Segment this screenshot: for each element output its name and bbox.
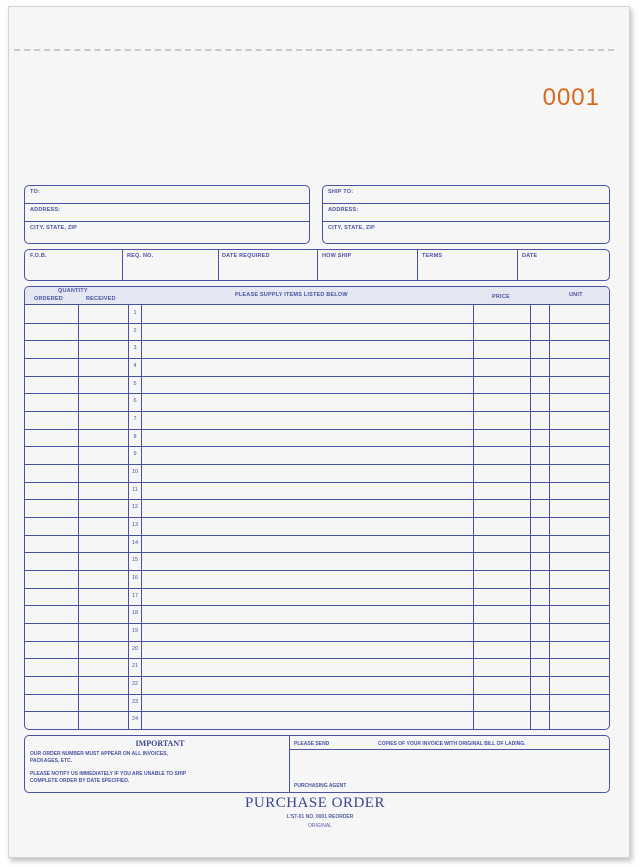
row-number: 10 — [131, 468, 139, 475]
form-title: PURCHASE ORDER — [245, 795, 385, 811]
table-row-line — [25, 658, 609, 659]
row-number: 18 — [131, 610, 139, 617]
important-line-1: OUR ORDER NUMBER MUST APPEAR ON ALL INVOICES, — [30, 751, 168, 757]
row-number: 17 — [131, 592, 139, 599]
row-number: 8 — [133, 433, 137, 440]
table-row-line — [25, 623, 609, 624]
ordered-label: ORDERED — [34, 296, 63, 302]
important-line-2: PACKAGES, ETC. — [30, 758, 73, 764]
row-number: 1 — [133, 309, 137, 316]
table-row-line — [25, 482, 609, 483]
table-row-line — [25, 499, 609, 500]
req-no-label: REQ. NO. — [127, 253, 154, 259]
row-number: 5 — [133, 380, 137, 387]
table-row-line — [25, 464, 609, 465]
row-number: 6 — [133, 398, 137, 405]
row-number: 12 — [131, 504, 139, 511]
important-title: IMPORTANT — [135, 739, 185, 748]
items-table — [24, 286, 610, 730]
table-row-line — [25, 641, 609, 642]
row-number: 9 — [133, 451, 137, 458]
fob-label: F.O.B. — [30, 253, 47, 259]
how-ship-label: HOW SHIP — [322, 253, 352, 259]
row-number: 22 — [131, 680, 139, 687]
quantity-label: QUANTITY — [58, 288, 88, 294]
to-label: TO: — [30, 189, 40, 195]
row-number: 7 — [133, 415, 137, 422]
date-label: DATE — [522, 253, 538, 259]
form-copy-label: ORIGINAL — [308, 823, 332, 829]
table-row-line — [25, 393, 609, 394]
row-number: 2 — [133, 327, 137, 334]
row-number: 24 — [131, 716, 139, 723]
row-number: 20 — [131, 645, 139, 652]
price-header: PRICE — [492, 294, 510, 300]
table-row-line — [25, 376, 609, 377]
terms-label: TERMS — [422, 253, 443, 259]
row-number: 21 — [131, 663, 139, 670]
important-line-4: COMPLETE ORDER BY DATE SPECIFIED. — [30, 778, 130, 784]
row-number: 16 — [131, 574, 139, 581]
row-number: 15 — [131, 557, 139, 564]
date-required-label: DATE REQUIRED — [222, 253, 270, 259]
important-line-3: PLEASE NOTIFY US IMMEDIATELY IF YOU ARE UNABLE TO SHIP — [30, 771, 187, 777]
copies-label: COPIES OF YOUR INVOICE WITH ORIGINAL BILL OF LADING. — [378, 741, 526, 747]
table-row-line — [25, 323, 609, 324]
row-number: 11 — [132, 486, 138, 493]
ship-to-box — [322, 185, 610, 244]
table-row-line — [25, 340, 609, 341]
please-send-label: PLEASE SEND — [294, 741, 330, 747]
row-number: 23 — [131, 698, 139, 705]
purchasing-agent-label: PURCHASING AGENT — [294, 783, 347, 789]
table-row-line — [25, 676, 609, 677]
table-row-line — [25, 517, 609, 518]
table-row-line — [25, 358, 609, 359]
to-city-label: CITY, STATE, ZIP — [30, 225, 77, 231]
row-number: 4 — [133, 362, 137, 369]
table-row-line — [25, 535, 609, 536]
row-number: 14 — [131, 539, 139, 546]
table-row-line — [25, 429, 609, 430]
table-row-line — [25, 411, 609, 412]
to-address-label: ADDRESS: — [30, 207, 61, 213]
table-row-line — [25, 552, 609, 553]
row-number: 19 — [131, 627, 139, 634]
description-header: PLEASE SUPPLY ITEMS LISTED BELOW — [235, 292, 348, 298]
ship-city-label: CITY, STATE, ZIP — [328, 225, 375, 231]
po-number: 0001 — [542, 84, 600, 111]
unit-header: UNIT — [569, 292, 583, 298]
row-number: 3 — [133, 345, 137, 352]
table-row-line — [25, 694, 609, 695]
to-box — [24, 185, 310, 244]
table-row-line — [25, 570, 609, 571]
table-row-line — [25, 605, 609, 606]
received-label: RECEIVED — [86, 296, 116, 302]
form-code: L'ST-01 NO. 0001 REORDER — [286, 814, 354, 820]
ship-to-label: SHIP TO: — [328, 189, 354, 195]
ship-address-label: ADDRESS: — [328, 207, 359, 213]
table-row-line — [25, 446, 609, 447]
perforation-line — [14, 49, 614, 51]
table-row-line — [25, 588, 609, 589]
row-number: 13 — [131, 521, 139, 528]
table-row-line — [25, 711, 609, 712]
